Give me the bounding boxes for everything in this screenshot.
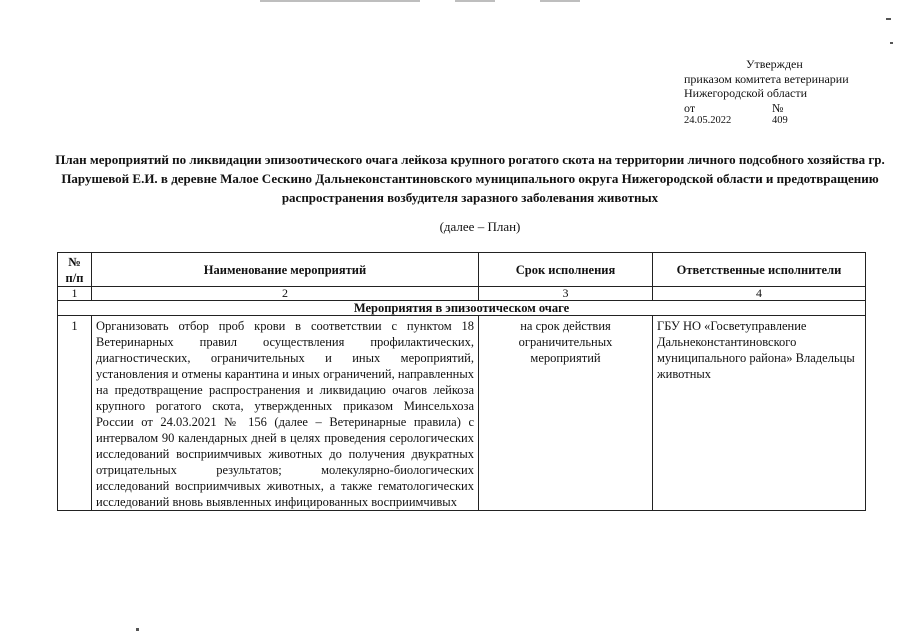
column-number: 1 <box>58 287 92 301</box>
approval-number-label: № <box>772 100 784 115</box>
column-number: 3 <box>479 287 653 301</box>
row-num: 1 <box>58 316 92 511</box>
header-term: Срок исполнения <box>479 253 653 287</box>
row-name: Организовать отбор проб крови в соответствии с пунктом 18 Ветеринарных правил осуществления профилактических, диагностических, ограничительных и иных мероприятий, установления и отмены карантина и иных ограничений, направленных на предотвращение распространения и ликвидацию очагов лейкоза крупного рогатого скота, утвержденных приказом Минсельхоза России от 24.03.2021 № 156 (далее – Ветеринарные правила) с интервалом 90 календарных дней в целях проведения серологических исследований восприимчивых животных до получения двукратных отрицательных результатов; молекулярно-биологических исследований восприимчивых животных, а также гематологических исследований вновь выявленных инфицированных восприимчивых <box>92 316 479 511</box>
table-row <box>58 316 866 511</box>
plan-table <box>57 252 866 511</box>
approval-labels-row <box>684 101 884 116</box>
document-subtitle: (далее – План) <box>439 219 521 234</box>
row-responsible: ГБУ НО «Госветуправление Дальнеконстантиновского муниципального района» Владельцы животных <box>653 316 866 511</box>
approval-order-line: приказом комитета ветеринарии <box>684 71 849 86</box>
approval-from-label: от <box>684 100 696 115</box>
scan-speck <box>136 628 139 631</box>
section-title: Мероприятия в эпизоотическом очаге <box>58 301 866 316</box>
approval-title: Утвержден <box>746 57 803 71</box>
scan-artifact <box>540 0 580 2</box>
row-term: на срок действия ограничительных мероприятий <box>479 316 653 511</box>
approval-values-row <box>684 115 884 126</box>
table-header-row <box>58 253 866 287</box>
header-num: № п/п <box>58 253 92 287</box>
approval-region-line: Нижегородской области <box>684 86 808 100</box>
section-row <box>58 301 866 316</box>
scan-speck <box>890 42 893 44</box>
column-number: 4 <box>653 287 866 301</box>
scan-artifact <box>260 0 420 2</box>
approval-date: 24.05.2022 <box>684 115 732 126</box>
header-responsible: Ответственные исполнители <box>653 253 866 287</box>
scan-speck <box>886 18 891 20</box>
approval-number: 409 <box>772 115 788 126</box>
approval-stamp <box>684 57 884 126</box>
column-number: 2 <box>92 287 479 301</box>
scan-artifact <box>455 0 495 2</box>
column-number-row <box>58 287 866 301</box>
document-title: План мероприятий по ликвидации эпизоотического очага лейкоза крупного рогатого скота на территории личного подсобного хозяйства гр. Парушевой Е.И. в деревне Малое Сескино Дальнеконстантиновского муниципального округа Нижегородской области и предотвращению распространения возбудителя заразного заболевания животных <box>55 152 885 205</box>
header-name: Наименование мероприятий <box>92 253 479 287</box>
